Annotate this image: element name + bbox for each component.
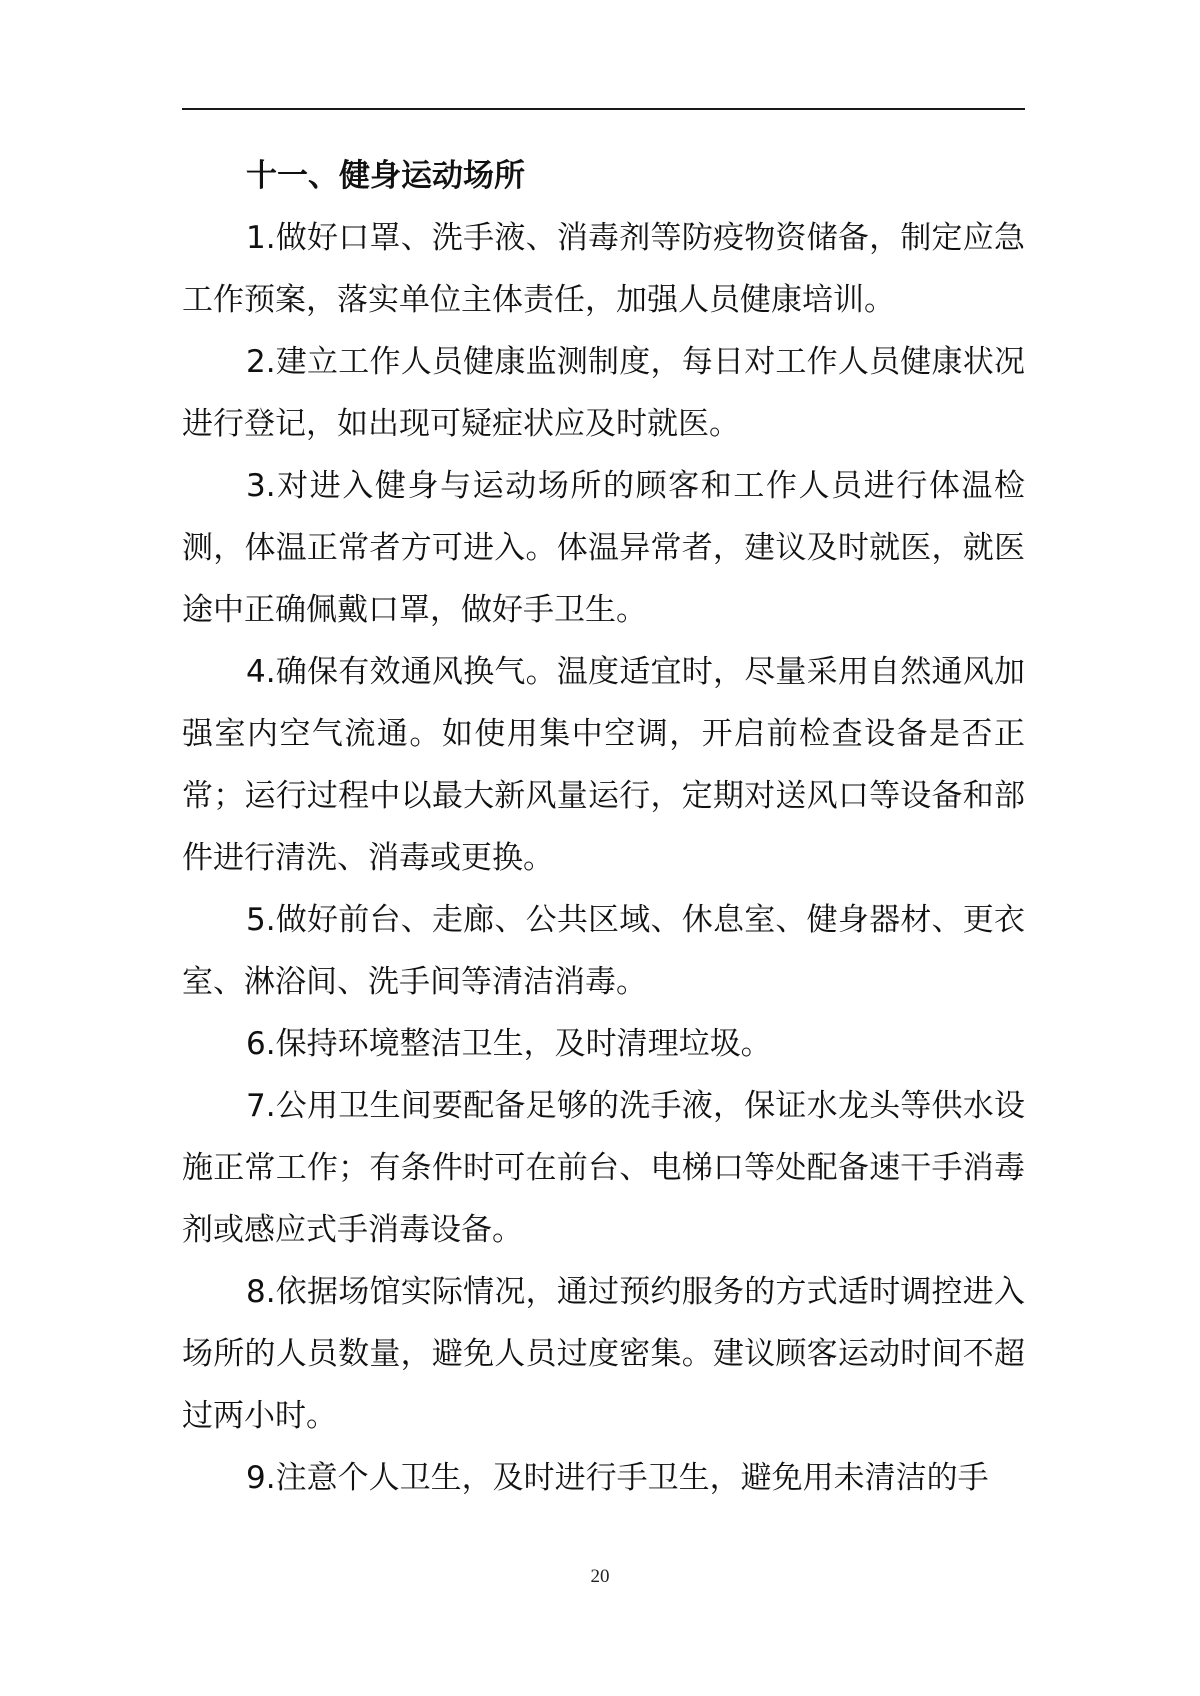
paragraph-5: 5.做好前台、走廊、公共区域、休息室、健身器材、更衣室、淋浴间、洗手间等清洁消毒。 <box>182 902 1025 1000</box>
paragraph-9: 9.注意个人卫生，及时进行手卫生，避免用未清洁的手 <box>246 1460 989 1496</box>
paragraph-8: 8.依据场馆实际情况，通过预约服务的方式适时调控进入场所的人员数量，避免人员过度密集。建议顾客运动时间不超过两小时。 <box>182 1274 1025 1434</box>
paragraph-1: 1.做好口罩、洗手液、消毒剂等防疫物资储备，制定应急工作预案，落实单位主体责任，加强人员健康培训。 <box>182 220 1025 318</box>
paragraph-2: 2.建立工作人员健康监测制度，每日对工作人员健康状况进行登记，如出现可疑症状应及时就医。 <box>182 344 1025 442</box>
section-title: 十一、健身运动场所 <box>246 158 525 194</box>
paragraph-4: 4.确保有效通风换气。温度适宜时，尽量采用自然通风加强室内空气流通。如使用集中空调，开启前检查设备是否正常；运行过程中以最大新风量运行，定期对送风口等设备和部件进行清洗、消毒或更换。 <box>182 654 1025 876</box>
paragraph-7: 7.公用卫生间要配备足够的洗手液，保证水龙头等供水设施正常工作；有条件时可在前台、电梯口等处配备速干手消毒剂或感应式手消毒设备。 <box>182 1088 1025 1248</box>
document-body <box>182 145 1025 1509</box>
paragraph-6: 6.保持环境整洁卫生，及时清理垃圾。 <box>246 1026 772 1062</box>
header-rule <box>182 108 1025 110</box>
page-number: 20 <box>590 1566 610 1587</box>
paragraph-3: 3.对进入健身与运动场所的顾客和工作人员进行体温检测，体温正常者方可进入。体温异常者，建议及时就医，就医途中正确佩戴口罩，做好手卫生。 <box>182 468 1025 628</box>
